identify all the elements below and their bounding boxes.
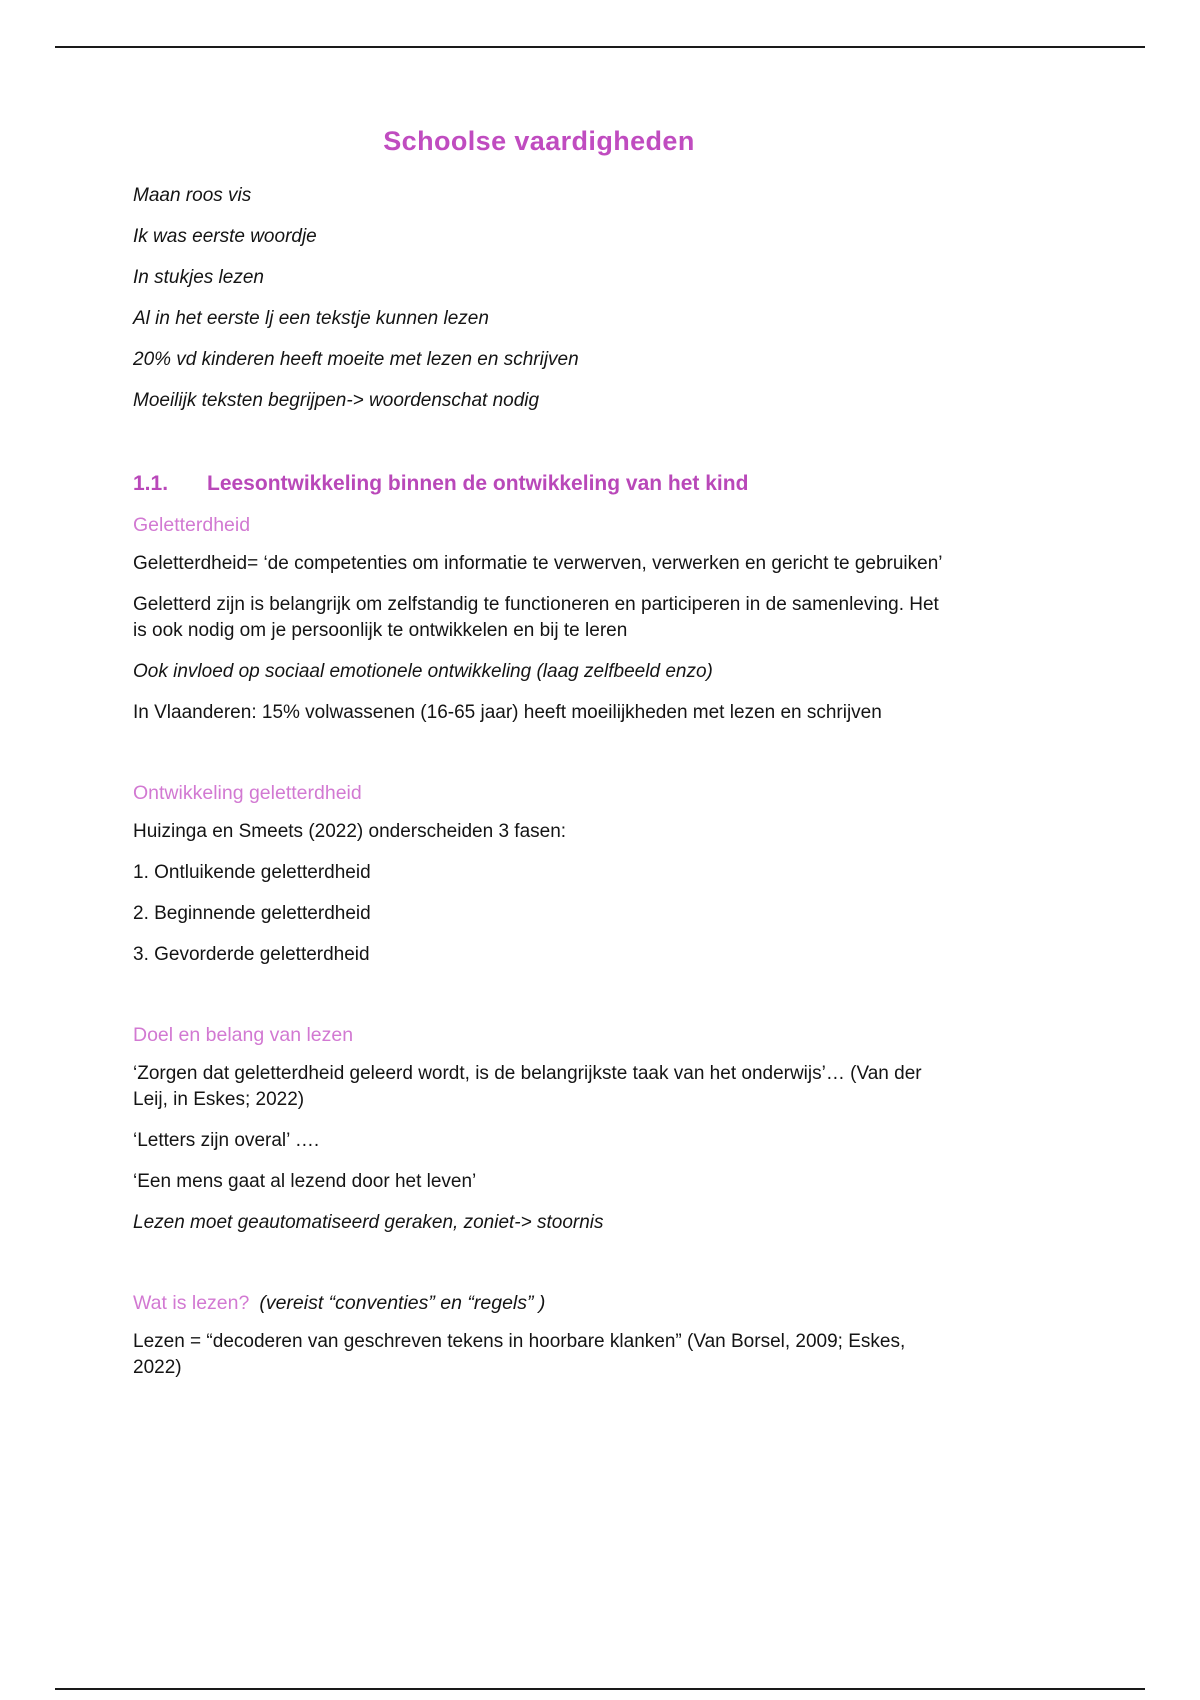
page-title: Schoolse vaardigheden	[383, 126, 695, 156]
subheading-wat-is-lezen-label: Wat is lezen?	[133, 1292, 250, 1314]
paragraph-lezen-definition: Lezen = “decoderen van geschreven tekens in hoorbare klanken” (Van Borsel, 2009; Eskes, 2022)	[133, 1331, 906, 1378]
paragraph-geletterdheid-vlaanderen: In Vlaanderen: 15% volwassenen (16-65 jaar) heeft moeilijkheden met lezen en schrijven	[133, 702, 882, 723]
section-number: 1.1.	[133, 472, 169, 495]
intro-line-6: Moeilijk teksten begrijpen-> woordenschat nodig	[133, 390, 540, 411]
intro-line-4: Al in het eerste lj een tekstje kunnen lezen	[133, 308, 489, 329]
section-heading-text: Leesontwikkeling binnen de ontwikkeling van het kind	[207, 472, 749, 495]
paragraph-doel-quote-2: ‘Letters zijn overal’ ….	[133, 1130, 320, 1151]
intro-line-2: Ik was eerste woordje	[133, 226, 317, 247]
intro-line-3: In stukjes lezen	[133, 267, 264, 288]
paragraph-geletterdheid-definition: Geletterdheid= ‘de competenties om informatie te verwerven, verwerken en gericht te gebruiken’	[133, 553, 943, 574]
paragraph-geletterdheid-belang: Geletterd zijn is belangrijk om zelfstandig te functioneren en participeren in de samenleving. Het is ook nodig om je persoonlijk te ontwikkelen en bij te leren	[133, 594, 939, 641]
bottom-rule	[55, 1688, 1145, 1690]
intro-line-5: 20% vd kinderen heeft moeite met lezen en schrijven	[133, 349, 579, 370]
subheading-wat-is-lezen-note: (vereist “conventies” en “regels” )	[259, 1292, 546, 1314]
paragraph-doel-quote-3: ‘Een mens gaat al lezend door het leven’	[133, 1171, 477, 1192]
intro-line-1: Maan roos vis	[133, 185, 252, 206]
subheading-ontwikkeling-geletterdheid: Ontwikkeling geletterdheid	[133, 782, 362, 804]
paragraph-doel-quote-1: ‘Zorgen dat geletterdheid geleerd wordt, is de belangrijkste taak van het onderwijs’… (Van der Leij, in Eskes; 2022)	[133, 1063, 922, 1110]
list-item-fase-3: 3. Gevorderde geletterdheid	[133, 944, 370, 965]
page-content	[133, 0, 945, 1396]
paragraph-doel-stoornis: Lezen moet geautomatiseerd geraken, zoniet-> stoornis	[133, 1212, 604, 1233]
paragraph-ontwikkeling-intro: Huizinga en Smeets (2022) onderscheiden 3 fasen:	[133, 821, 567, 842]
intro-section	[133, 183, 945, 414]
paragraph-geletterdheid-invloed: Ook invloed op sociaal emotionele ontwikkeling (laag zelfbeeld enzo)	[133, 661, 713, 682]
section-heading	[133, 472, 945, 496]
subheading-doel-en-belang: Doel en belang van lezen	[133, 1024, 354, 1046]
subheading-geletterdheid: Geletterdheid	[133, 514, 251, 536]
list-item-fase-1: 1. Ontluikende geletterdheid	[133, 862, 371, 883]
list-item-fase-2: 2. Beginnende geletterdheid	[133, 903, 371, 924]
subheading-wat-is-lezen	[133, 1292, 945, 1315]
